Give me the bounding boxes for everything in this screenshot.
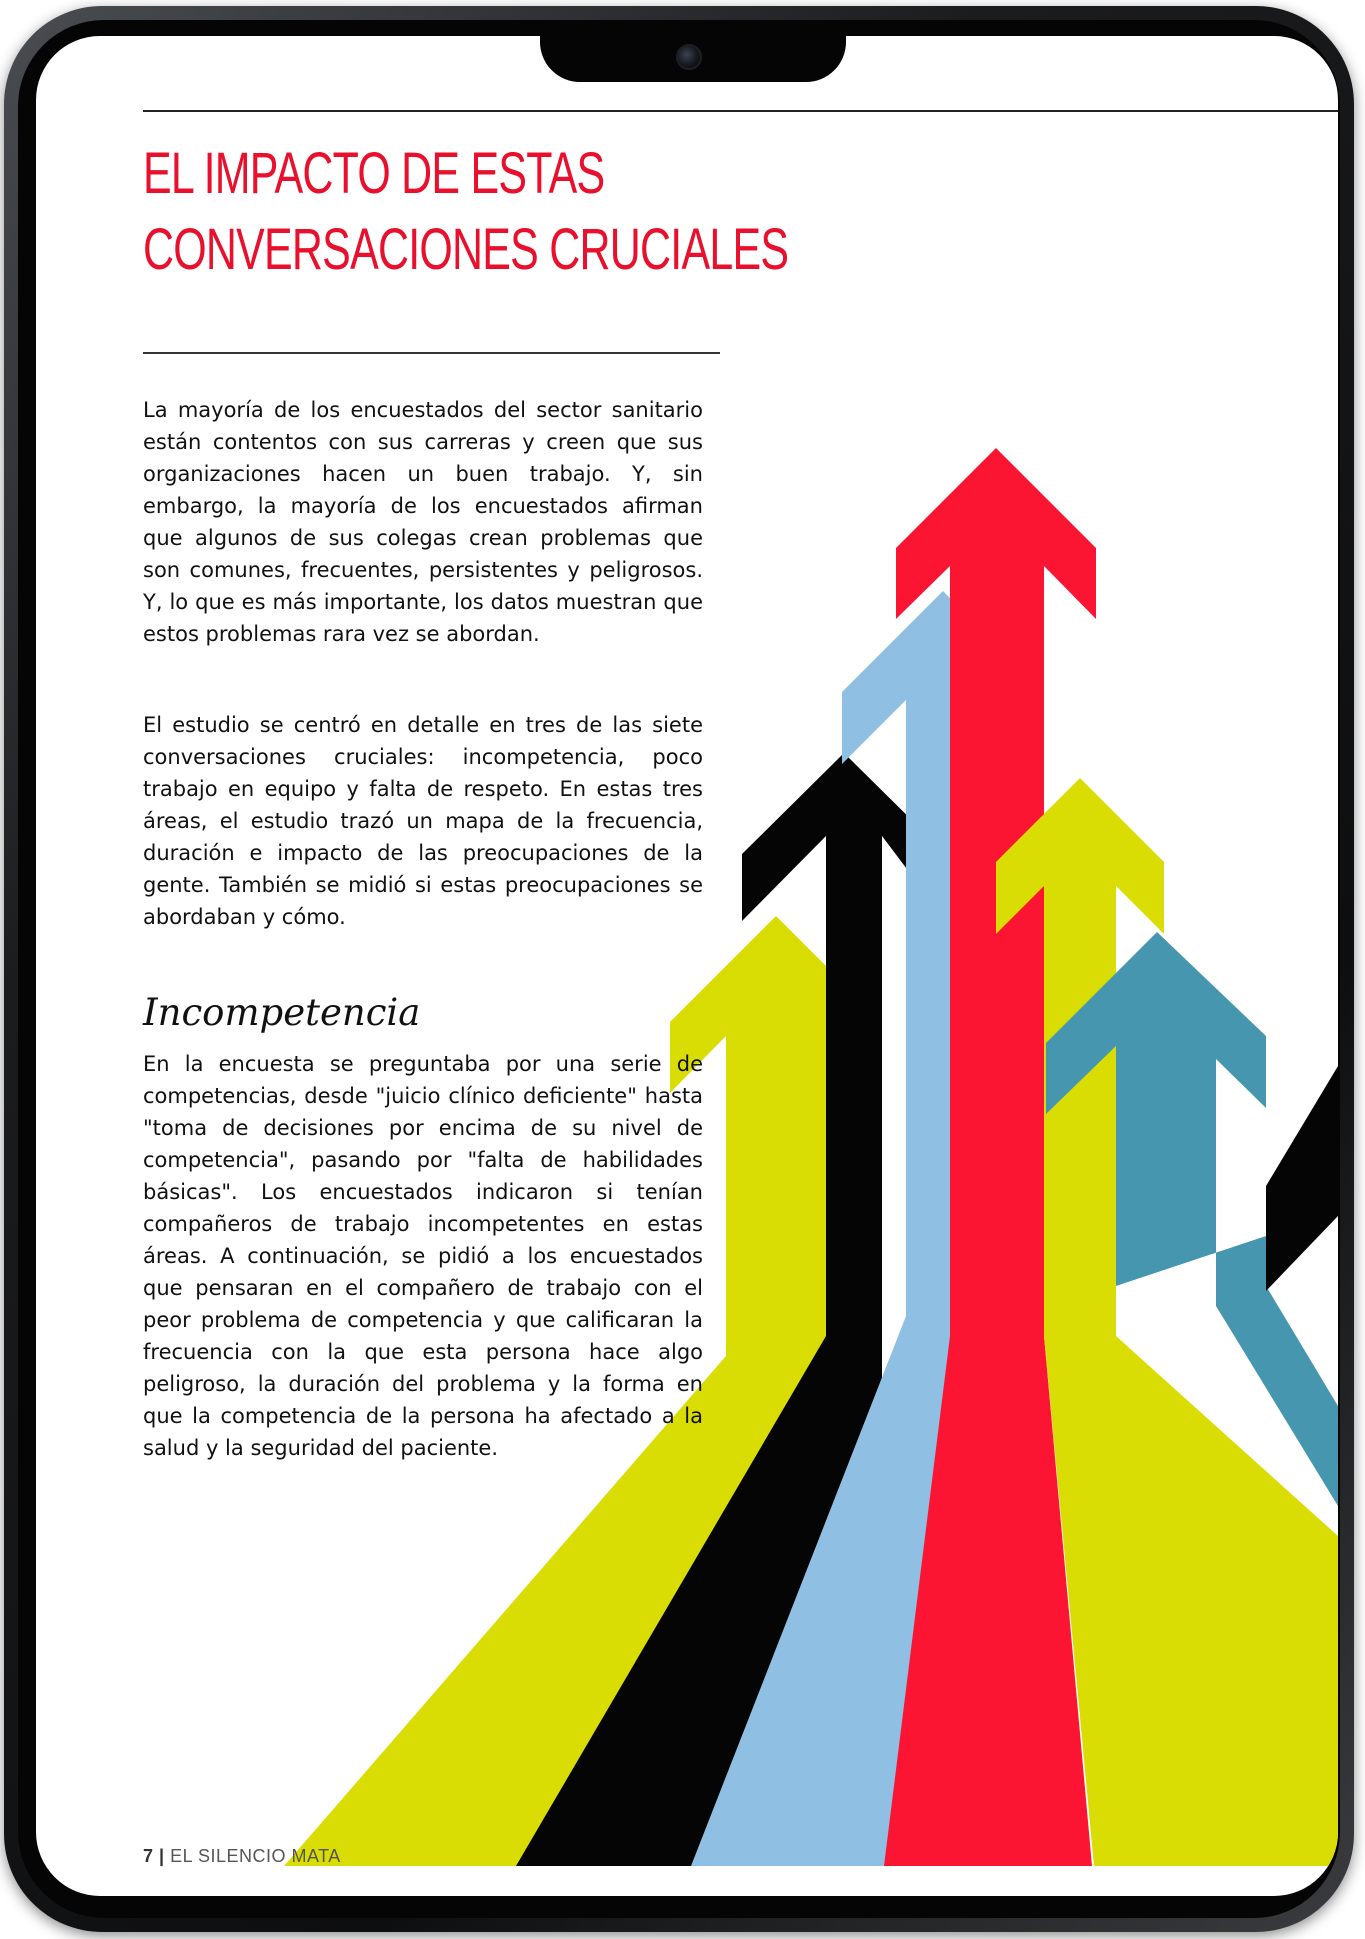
title-line-2: CONVERSACIONES CRUCIALES (143, 217, 789, 282)
top-rule (143, 110, 1338, 112)
page-number: 7 (143, 1846, 154, 1866)
page-title (143, 136, 788, 288)
page-footer (143, 1846, 341, 1867)
arrows-illustration (36, 36, 1338, 1896)
footer-separator: | (159, 1846, 165, 1866)
paragraph-intro: La mayoría de los encuestados del sector sanitario están contentos con sus carreras y creen que sus organizaciones hacen un buen trabajo. Y, sin embargo, la mayoría de los encuestados afirman que algunos de sus colegas crean problemas que son comunes, frecuentes, persistentes y peligrosos. Y, lo que es más importante, los datos muestran que estos problemas rara vez se abordan. (143, 398, 703, 646)
paragraph-study: El estudio se centró en detalle en tres de las siete conversaciones cruciales: incompetencia, poco trabajo en equipo y falta de respeto. En estas tres áreas, el estudio trazó un mapa de la frecuencia, duración e impacto de las preocupaciones de la gente. También se midió si estas preocupaciones se abordaban y cómo. (143, 713, 703, 929)
title-line-1: EL IMPACTO DE ESTAS (143, 141, 605, 206)
screen (36, 36, 1338, 1896)
publication-name: EL SILENCIO MATA (170, 1846, 341, 1866)
section-heading: Incompetencia (143, 991, 421, 1034)
black-arrow-right (1266, 1066, 1338, 1291)
title-rule (143, 352, 720, 354)
section-body: En la encuesta se preguntaba por una serie de competencias, desde "juicio clínico deficiente" hasta "toma de decisiones por encima de su nivel de competencia", pasando por "falta de habilidades básicas". Los encuestados indicaron si tenían compañeros de trabajo incompetentes en estas áreas. A continuación, se pidió a los encuestados que pensaran en el compañero de trabajo con el peor problema de competencia y que calificaran la frecuencia con la que esta persona hace algo peligroso, la duración del problema y la forma en que la competencia de la persona ha afectado a la salud y la seguridad del paciente. (143, 1052, 703, 1460)
